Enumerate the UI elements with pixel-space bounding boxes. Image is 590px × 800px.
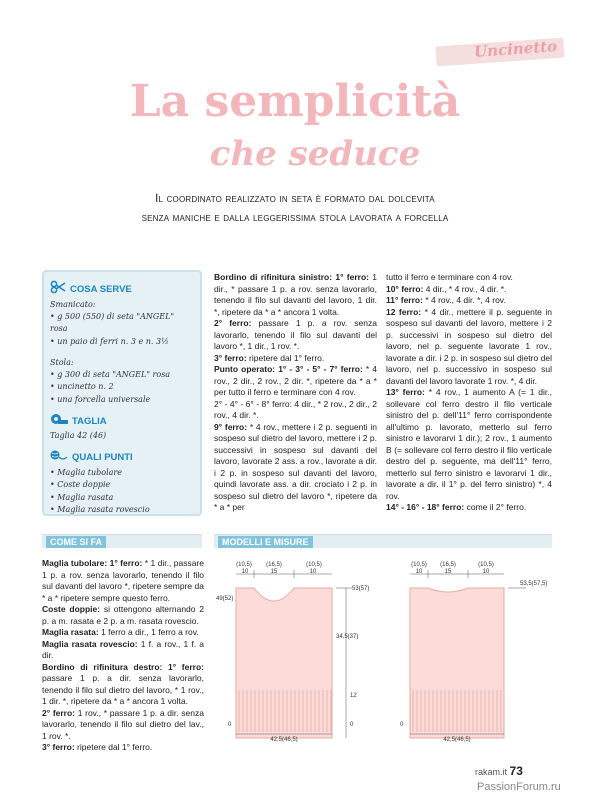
yarn-ball-icon xyxy=(50,448,68,467)
garment-diagram xyxy=(214,552,578,742)
instructions-column-right xyxy=(386,272,552,514)
dim-total-height-back: 53,5(57,5) xyxy=(520,581,548,587)
instruction-step-text: * 4 dir., mettere il p. seguente in sospeso sul davanti del lavoro, mettere i 2 p. successivi in sospeso sul dietro del lavoro, nel p. seguente lavorate 1 rov., lavorate a dir. i 2 p. in sospeso sul dietro del lavoro, nel p. successivo in sospeso sul davanti del lavoro lavorate 1 rov. *, 4 dir. xyxy=(386,306,553,386)
dim-neck-front: (16,5) xyxy=(266,562,282,568)
instruction-step-label: 2° ferro: xyxy=(42,707,76,718)
instruction-step-text: * 4 rov., 2 dir., 2 rov., 2 dir. *, ripetere da * a * per tutto il ferro e terminare con 4 rov. xyxy=(214,364,377,397)
instruction-step-text: 2° - 4° - 6° - 8° ferro: 4 dir., * 2 rov., 2 dir., 2 rov., 4 dir. *. xyxy=(214,398,377,420)
instruction-paragraph xyxy=(386,284,552,296)
instruction-paragraph xyxy=(386,295,552,307)
instruction-step-label: 11° ferro: xyxy=(386,295,423,305)
instruction-step-text: ripetere dal 1° ferro. xyxy=(246,352,325,363)
instruction-step-text: * 1 dir., passare 1 p. a rov. senza lavorarlo, tenendo il filo sul davanti del lavoro *, ripetere sempre da * a * ripetere sempre questo ferro. xyxy=(42,558,204,603)
instruction-paragraph xyxy=(42,742,204,754)
instruction-step-text: 4 dir., * 4 rov., 4 dir. *. xyxy=(423,283,507,294)
page-footer xyxy=(475,764,523,778)
size-heading-label: TAGLIA xyxy=(72,415,107,427)
instruction-step-text: * 4 rov., 4 dir. *, 4 rov. xyxy=(422,295,506,305)
instruction-step-text: passare 1 p. a rov. senza lavorarlo, tenendo il filo sul davanti del lavoro *, 1 dir., 1 rov. *. xyxy=(214,318,377,351)
materials-box xyxy=(42,270,202,516)
instruction-step-label: 14° - 16° - 18° ferro: xyxy=(386,502,465,512)
list-item: • g 500 (550) di seta "ANGEL" rosa xyxy=(50,311,194,336)
instructions-column-middle xyxy=(214,272,377,514)
section-tag xyxy=(436,38,564,66)
dim-neck-front-2: 15 xyxy=(270,569,278,575)
dim-neck-back: (16,5) xyxy=(440,562,456,568)
instruction-step-label: 2° ferro: xyxy=(214,318,252,328)
scissors-icon xyxy=(50,280,66,299)
list-item: • Maglia rasata rovescio xyxy=(50,504,194,517)
instruction-step-text: si ottengono alternando 2 p. a m. rasata e 2 p. a m. rasata rovescio. xyxy=(42,604,204,626)
dim-rib-height: 12 xyxy=(350,693,357,699)
list-item: • una forcella universale xyxy=(50,394,194,407)
instruction-step-text: 1 rov., * passare 1 p. a dir. senza lavorarlo, tenendo il filo sul dietro del lav., 1 rov. *. xyxy=(42,707,204,741)
instruction-paragraph xyxy=(214,318,377,353)
instruction-step-text: come il 2° ferro. xyxy=(464,502,527,512)
instructions-column-bottom xyxy=(42,558,204,754)
dim-total-height-front: 53(57) xyxy=(352,586,370,592)
instruction-paragraph xyxy=(386,387,552,502)
instruction-paragraph xyxy=(42,708,204,743)
size-text: Taglia 42 (46) xyxy=(50,431,107,440)
group1-title: Smanicato: xyxy=(50,300,96,309)
front-panel-shape xyxy=(236,588,332,738)
page-number: 73 xyxy=(509,764,523,778)
materials-heading xyxy=(50,280,194,299)
instruction-step-label: 12 ferro: xyxy=(386,306,422,317)
dim-zero-back: 0 xyxy=(400,722,404,728)
dim-neck-depth: 49(52) xyxy=(216,596,234,602)
instruction-step-text: ripetere dal 1° ferro. xyxy=(74,742,153,752)
instruction-step-label: Maglia rasata: xyxy=(42,627,99,637)
instruction-step-label: 13° ferro: xyxy=(386,387,425,397)
instruction-step-text: passare 1 p. a dir. senza lavorarlo, tenendo il filo sul dietro del lavoro, * 1 rov., 1 dir. *, ripetere da * a * ancora 1 volta. xyxy=(42,673,204,706)
dim-zero-left: 0 xyxy=(228,722,232,728)
instruction-paragraph xyxy=(386,307,552,388)
tag-label: Uncinetto xyxy=(473,37,558,61)
footer-site: rakam.it xyxy=(475,767,508,777)
stitches-heading xyxy=(50,448,194,467)
watermark: PassionForum.ru xyxy=(477,781,561,793)
dim-shoulder-left-2: 10 xyxy=(241,569,249,575)
instruction-paragraph xyxy=(386,272,552,284)
group2-list xyxy=(50,369,194,407)
instruction-step-label: Bordino di rifinitura sinistro: 1° ferro: xyxy=(214,272,369,282)
dim-width-front: 42,5(46,5) xyxy=(270,737,298,742)
instruction-paragraph xyxy=(42,639,204,662)
page-title-script: che seduce xyxy=(209,134,421,174)
list-item: • uncinetto n. 2 xyxy=(50,381,194,394)
instruction-step-label: Bordino di rifinitura destro: 1° ferro: xyxy=(42,661,204,672)
instruction-step-label: 3° ferro: xyxy=(214,352,247,363)
instruction-step-text: tutto il ferro e terminare con 4 rov. xyxy=(386,272,513,282)
subtitle-line-2: senza maniche e dalla leggerissima stola lavorata a forcella xyxy=(141,212,449,224)
dim-back-shoulder-right: (10,5) xyxy=(478,562,494,568)
group1-list xyxy=(50,311,194,349)
instruction-paragraph xyxy=(42,558,204,604)
instruction-paragraph xyxy=(214,353,377,365)
list-item: • Maglia rasata xyxy=(50,492,194,505)
instruction-paragraph xyxy=(42,627,204,639)
section-bar-how-to xyxy=(42,534,202,548)
instruction-step-label: Maglia tubolare: 1° ferro: xyxy=(42,558,143,568)
instruction-paragraph xyxy=(42,662,204,708)
group2-title: Stola: xyxy=(50,358,74,367)
page-title: La semplicità xyxy=(129,76,461,127)
dim-shoulder-right-2: 10 xyxy=(309,569,317,575)
dim-back-shoulder-left: (10,5) xyxy=(411,562,427,568)
dim-back-shoulder-right-2: 10 xyxy=(482,569,490,575)
dim-zero-front: 0 xyxy=(350,722,354,728)
dim-shoulder-right: (10,5) xyxy=(306,562,322,568)
section-label-models: MODELLI E MISURE xyxy=(218,536,313,548)
instruction-paragraph xyxy=(214,272,377,318)
list-item: • un paio di ferri n. 3 e n. 3½ xyxy=(50,336,194,349)
instruction-step-label: Coste doppie: xyxy=(42,604,101,614)
instruction-step-label: Maglia rasata rovescio: xyxy=(42,638,138,649)
section-bar-models xyxy=(214,534,552,548)
dim-neck-back-2: 15 xyxy=(444,569,452,575)
instruction-paragraph xyxy=(214,364,377,399)
list-item: • Maglia tubolare xyxy=(50,467,194,480)
stitches-list xyxy=(50,467,194,517)
instruction-step-text: * 4 rov., mettere i 2 p. seguenti in sospeso sul dietro del lavoro, mettere i 2 p. successivi in sospeso sul davanti del lavoro, lavorate 2 ass. a rov., lavorate a dir. i 2 p. in sospeso sul davanti del lavoro, quindi lavorate ass. a dir. crociato i 2 p. in sospeso sul dietro del lavoro *, ripetere da * a * per xyxy=(214,421,377,512)
instruction-paragraph xyxy=(214,399,377,422)
instruction-step-label: 9° ferro: xyxy=(214,421,248,432)
dim-mid-height: 34,5(37) xyxy=(336,634,359,640)
instruction-step-text: 1 dir., * passare 1 p. a rov. senza lavorarlo, tenendo il filo sul davanti del lavoro, 1 dir. *, ripetere da * a * ancora 1 volta. xyxy=(214,272,377,317)
instruction-step-label: 3° ferro: xyxy=(42,742,75,752)
instruction-step-text: 1 f. a rov., 1 f. a dir. xyxy=(42,638,205,660)
dim-back-shoulder-left-2: 10 xyxy=(415,569,423,575)
size-heading xyxy=(50,412,194,430)
subtitle-line-1: Il coordinato realizzato in seta è formato dal dolcevita xyxy=(155,193,435,205)
tape-measure-icon xyxy=(50,412,68,430)
instruction-step-label: Punto operato: 1° - 3° - 5° - 7° ferro: xyxy=(214,364,363,374)
instruction-step-label: 10° ferro: xyxy=(386,283,424,294)
section-label-how-to: COME SI FA xyxy=(46,536,106,548)
stitches-heading-label: QUALI PUNTI xyxy=(72,451,133,463)
list-item: • Coste doppie xyxy=(50,479,194,492)
instruction-paragraph xyxy=(386,502,552,514)
instruction-step-text: * 4 rov., 1 aumento A (= 1 dir., sollevare col ferro destro il filo verticale sinistro del p. dell'11° ferro corrispondente all'ultimo p. lavorato, metterlo sul ferro sinistro e lavorarvi 1 dir.); 2 rov., 1 aumento B (= sollevare col ferro destro il filo verticale destro del p. seguente, ma dell'11° ferro, metterlo sul ferro sinistro e lavorarvi 1 dir., lavorate a dir. il 1° p. del ferro sinistro) *, 4 rov. xyxy=(386,387,552,501)
materials-heading-label: COSA SERVE xyxy=(70,284,132,295)
dim-width-back: 42,5(46,5) xyxy=(443,737,471,742)
list-item: • g 300 di seta "ANGEL" rosa xyxy=(50,369,194,382)
instruction-step-text: 1 ferro a dir., 1 ferro a rov. xyxy=(98,627,199,637)
instruction-paragraph xyxy=(214,422,377,514)
dim-shoulder-left: (10,5) xyxy=(236,562,252,568)
page-subtitle xyxy=(0,190,590,228)
instruction-paragraph xyxy=(42,604,204,627)
